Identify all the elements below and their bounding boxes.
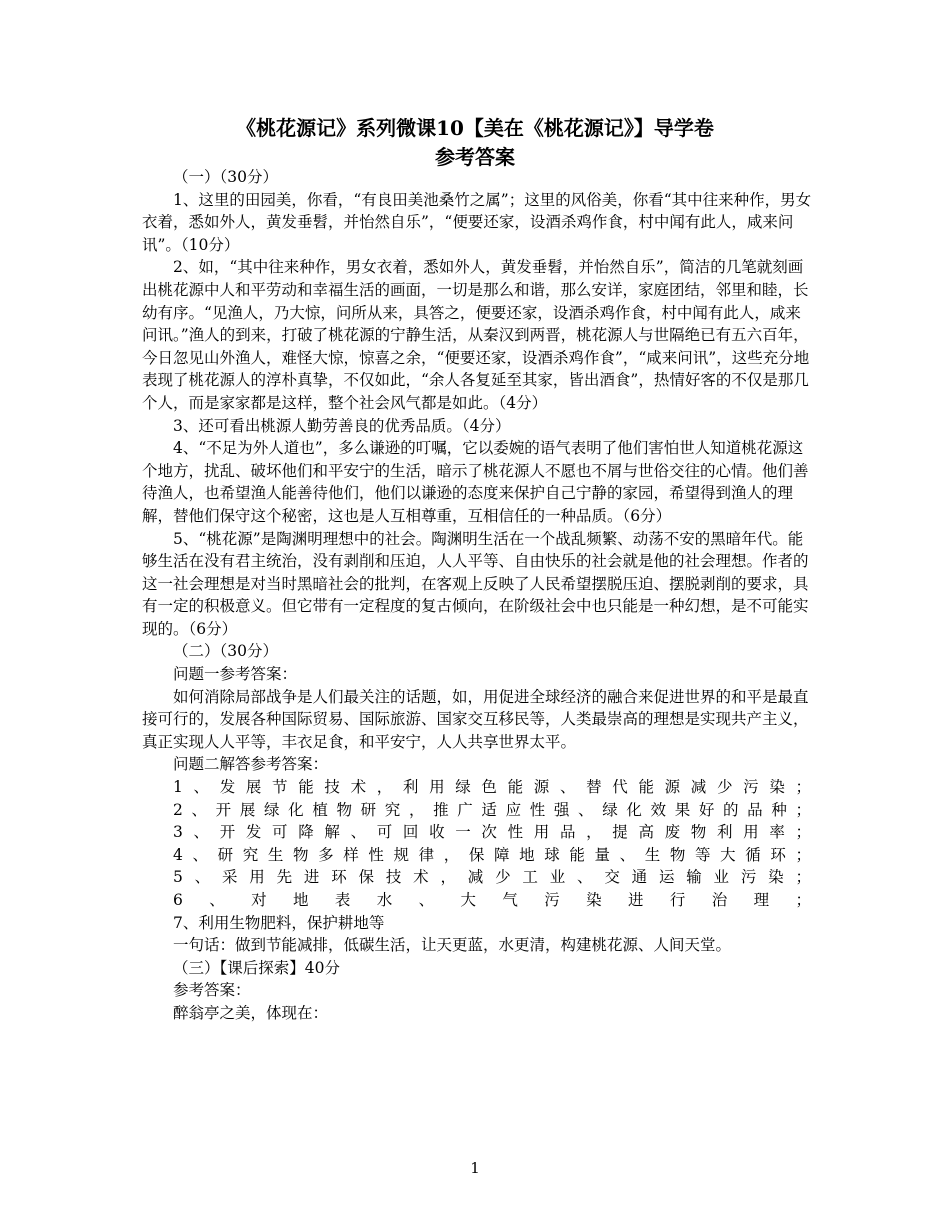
answer-paragraph-3: 3、还可看出桃源人勤劳善良的优秀品质。（4分）	[173, 416, 511, 435]
section-3-line: 醉翁亭之美，体现在：	[173, 1003, 329, 1022]
answer-paragraph-5: 5、“桃花源”是陶渊明理想中的社会。陶渊明生活在一个战乱频繁、动荡不安的黑暗年代。能够生活在没有君主统治，没有剥削和压迫，人人平等、自由快乐的社会就是他的社会理想。作者的这一社会理想是对当时黑暗社会的批判，在客观上反映了人民希望摆脱压迫、摆脱剥削的要求，具有一定的积极意义。但它带有一定程度的复古倾向，在阶级社会中也只能是一种幻想，是不可能实现的。（6分）	[142, 529, 809, 638]
section-3-label: 参考答案：	[173, 981, 251, 1000]
list-item: 7、利用生物肥料，保护耕地等	[173, 913, 385, 932]
document-title: 《桃花源记》系列微课10【美在《桃花源记》】导学卷	[236, 116, 714, 140]
list-item: 4、研究生物多样性规律，保障地球能量、生物等大循环；	[173, 845, 812, 864]
summary-sentence: 一句话：做到节能减排，低碳生活，让天更蓝，水更清，构建桃花源、人间天堂。	[173, 936, 732, 955]
list-item: 3、开发可降解、可回收一次性用品，提高废物利用率；	[173, 823, 812, 842]
answer-paragraph-1: 1、这里的田园美，你看，“有良田美池桑竹之属”；这里的风俗美，你看“其中往来种作，男女衣着，悉如外人，黄发垂髫，并怡然自乐”，“便要还家，设酒杀鸡作食，村中闻有此人，咸来问讯”。（10分）	[142, 190, 812, 254]
question-1-label: 问题一参考答案：	[173, 665, 298, 684]
question-1-answer: 如何消除局部战争是人们最关注的话题，如，用促进全球经济的融合来促进世界的和平是最直接可行的，发展各种国际贸易、国际旅游、国家交互移民等，人类最崇高的理想是实现共产主义，真正实现人人平等，丰衣足食，和平安宁，人人共享世界太平。	[142, 687, 809, 751]
list-item: 2、开展绿化植物研究，推广适应性强、绿化效果好的品种；	[173, 800, 812, 819]
document-body	[142, 166, 812, 1025]
section-1-heading: （一）（30分）	[173, 168, 278, 186]
answer-paragraph-4: 4、“不足为外人道也”，多么谦逊的叮嘱，它以委婉的语气表明了他们害怕世人知道桃花源这个地方，扰乱、破坏他们和平安宁的生活，暗示了桃花源人不愿也不屑与世俗交往的心情。他们善待渔人，也希望渔人能善待他们，他们以谦逊的态度来保护自己宁静的家园，希望得到渔人的理解，替他们保守这个秘密，这也是人互相尊重，互相信任的一种品质。（6分）	[142, 439, 809, 525]
list-item: 1、发展节能技术，利用绿色能源、替代能源减少污染；	[173, 778, 812, 797]
question-2-label: 问题二解答参考答案：	[173, 755, 329, 774]
section-3-heading: （三）【课后探索】40分	[173, 958, 340, 977]
document-subtitle: 参考答案	[435, 145, 515, 169]
list-item: 6、对地表水、大气污染进行治理；	[173, 891, 812, 909]
section-2-heading: （二）（30分）	[173, 642, 278, 661]
answer-paragraph-2: 2、如，“其中往来种作，男女衣着，悉如外人，黄发垂髫，并怡然自乐”，简洁的几笔就刻画出桃花源中人和平劳动和幸福生活的画面，一切是那么和谐，那么安详，家庭团结，邻里和睦，长幼有序。“见渔人，乃大惊，问所从来，具答之，便要还家，设酒杀鸡作食，村中闻有此人，咸来问讯。”渔人的到来，打破了桃花源的宁静生活，从秦汉到两晋，桃花源人与世隔绝已有五六百年，今日忽见山外渔人，难怪大惊，惊喜之余，“便要还家，设酒杀鸡作食”，“咸来问讯”，这些充分地表现了桃花源人的淳朴真挚，不仅如此，“余人各复延至其家，皆出酒食”，热情好客的不仅是那几个人，而是家家都是这样，整个社会风气都是如此。（4分）	[142, 258, 810, 412]
list-item: 5、采用先进环保技术，减少工业、交通运输业污染；	[173, 868, 812, 887]
page-number: 1	[470, 1159, 480, 1177]
